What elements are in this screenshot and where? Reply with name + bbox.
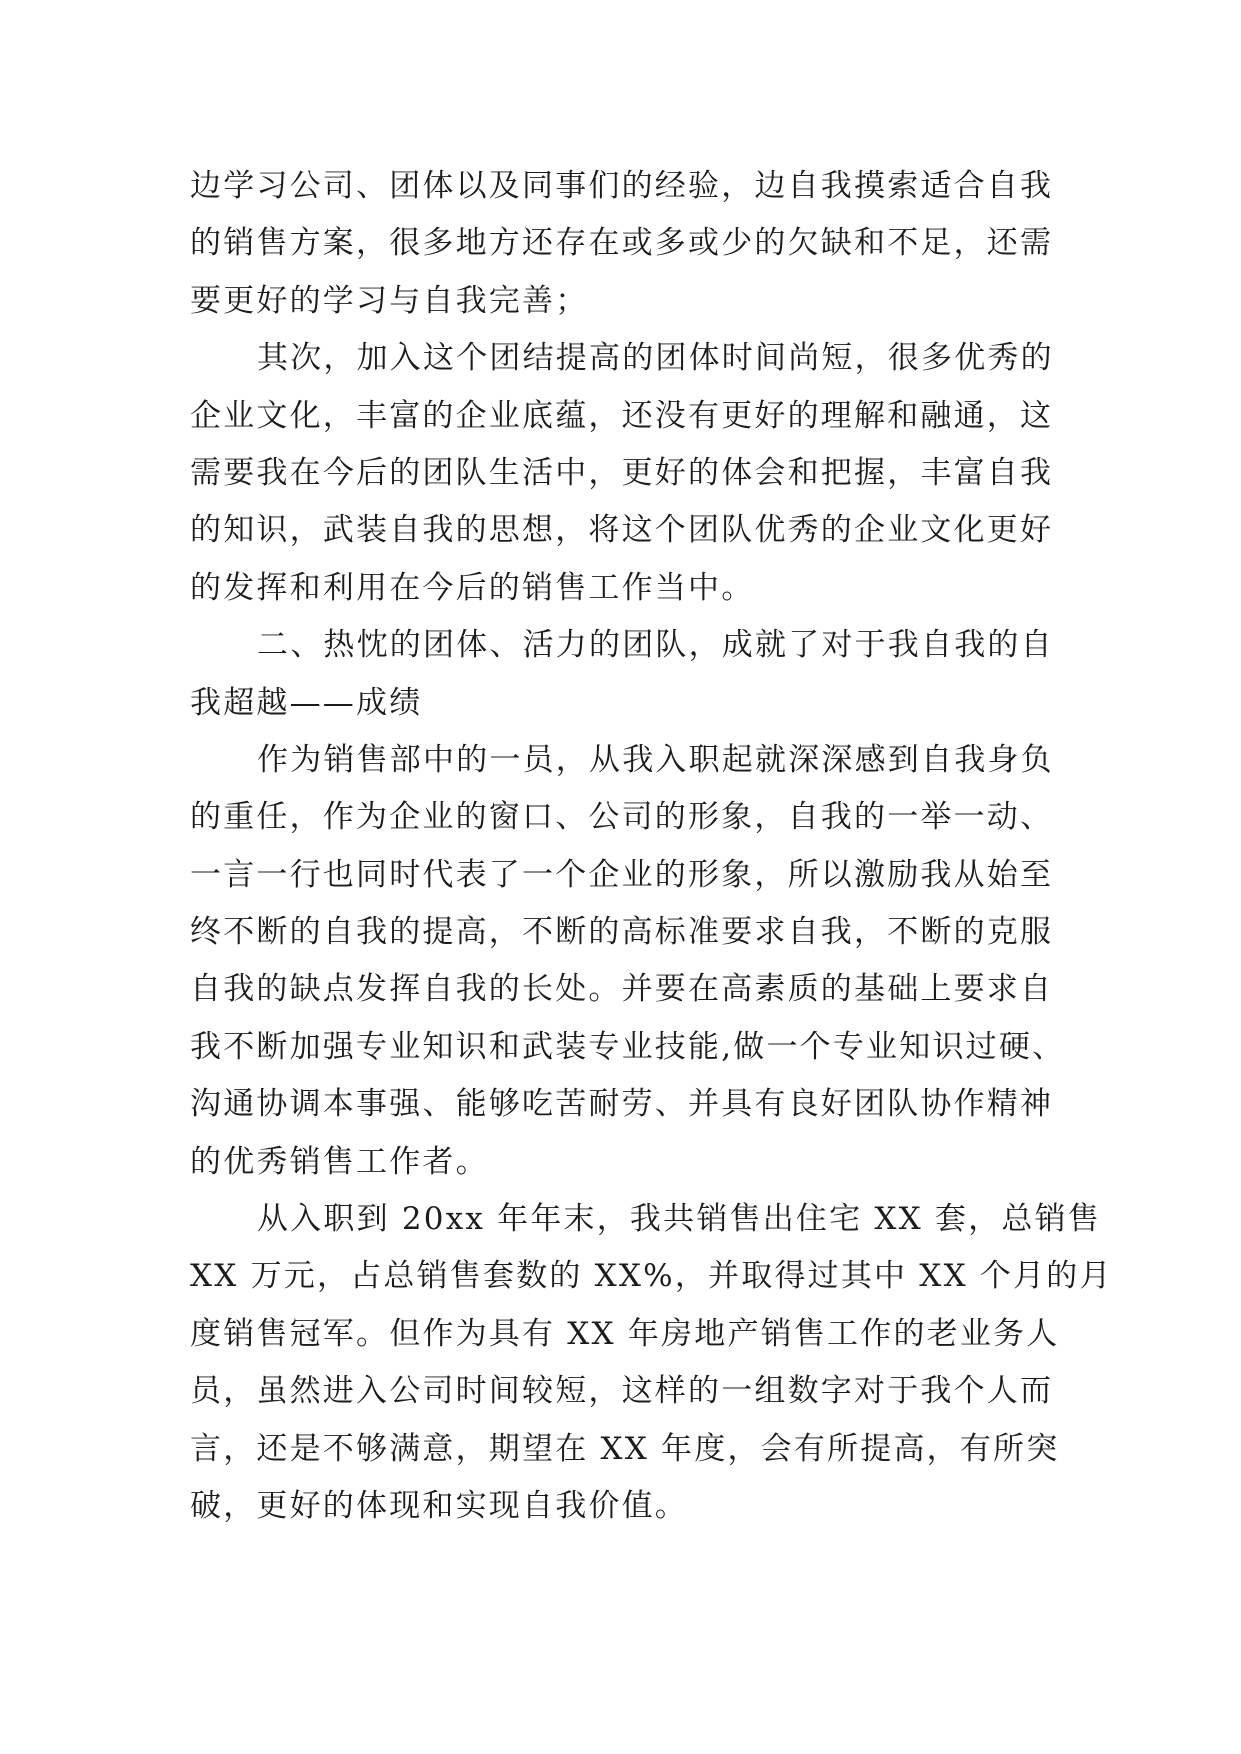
text-line: 度销售冠军。但作为具有 XX 年房地产销售工作的老业务人: [190, 1315, 1060, 1352]
text-line: 边学习公司、团体以及同事们的经验，边自我摸索适合自我: [190, 168, 1054, 204]
text-line: 从入职到 20xx 年年末，我共销售出住宅 XX 套，总销售: [257, 1201, 1101, 1238]
text-line: 的优秀销售工作者。: [190, 1143, 489, 1180]
text-line: 我不断加强专业知识和武装专业技能,做一个专业知识过硬、: [190, 1028, 1066, 1065]
text-line: 沟通协调本事强、能够吃苦耐劳、并具有良好团队协作精神: [190, 1086, 1054, 1123]
text-line: 一言一行也同时代表了一个企业的形象，所以激励我从始至: [190, 856, 1054, 893]
section-heading: 我超越——成绩: [190, 684, 423, 721]
text-line: 员，虽然进入公司时间较短，这样的一组数字对于我个人而: [190, 1373, 1054, 1410]
text-line: XX 万元，占总销售套数的 XX%，并取得过其中 XX 个月的月: [190, 1258, 1113, 1295]
body-text: [190, 158, 1113, 1535]
text-line: 破，更好的体现和实现自我价值。: [190, 1487, 688, 1524]
text-line: 其次，加入这个团结提高的团体时间尚短，很多优秀的: [257, 340, 1054, 377]
text-line: 的知识，武装自我的思想，将这个团队优秀的企业文化更好: [190, 512, 1054, 549]
text-line: 要更好的学习与自我完善；: [190, 282, 589, 319]
text-line: 自我的缺点发挥自我的长处。并要在高素质的基础上要求自: [190, 971, 1054, 1008]
section-heading: 二、热忱的团体、活力的团队，成就了对于我自我的自: [257, 627, 1054, 664]
text-line: 的发挥和利用在今后的销售工作当中。: [190, 569, 755, 606]
text-line: 企业文化，丰富的企业底蕴，还没有更好的理解和融通，这: [190, 397, 1054, 434]
text-line: 作为销售部中的一员，从我入职起就深深感到自我身负: [257, 741, 1054, 778]
text-line: 言，还是不够满意，期望在 XX 年度，会有所提高，有所突: [190, 1430, 1060, 1467]
text-line: 的重任，作为企业的窗口、公司的形象，自我的一举一动、: [190, 799, 1054, 836]
text-line: 需要我在今后的团队生活中，更好的体会和把握，丰富自我: [190, 454, 1054, 491]
text-line: 的销售方案，很多地方还存在或多或少的欠缺和不足，还需: [190, 225, 1054, 262]
text-line: 终不断的自我的提高，不断的高标准要求自我，不断的克服: [190, 914, 1054, 951]
